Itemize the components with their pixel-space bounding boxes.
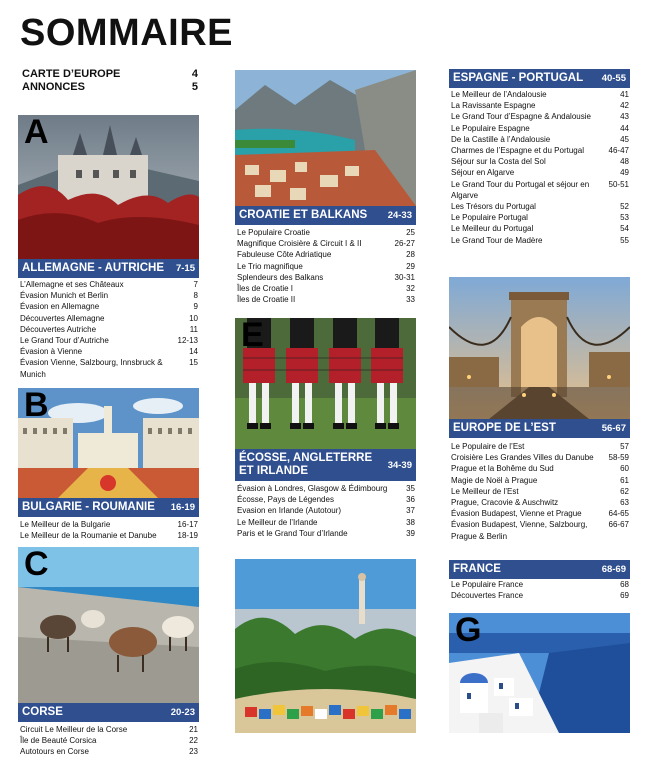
list-item[interactable]: Séjour sur la Costa del Sol 48 (451, 157, 629, 167)
section-header-corse[interactable]: CORSE 20-23 (18, 703, 199, 722)
list-item[interactable]: L’Allemagne et ses Châteaux 7 (20, 280, 198, 289)
list-item[interactable]: Prague et la Bohême du Sud 60 (451, 464, 629, 474)
list-item[interactable]: De la Castille à l’Andalousie 45 (451, 134, 629, 144)
list-item[interactable]: Autotours en Corse 23 (20, 747, 198, 757)
section-header-ecosse[interactable]: ÉCOSSE, ANGLETERRE ET IRLANDE 34-39 (235, 449, 416, 481)
list-item[interactable]: Évasion Vienne, Salzbourg, Innsbruck & Munich 15 (20, 358, 198, 379)
list-item[interactable]: Îles de Croatie II 33 (237, 295, 415, 305)
photo-park-guell-barcelona (235, 559, 416, 733)
list-item[interactable]: Le Populaire Espagne 44 (451, 123, 629, 133)
list-item[interactable]: Évasion Munich et Berlin 8 (20, 291, 198, 301)
list-bulgarie (20, 519, 198, 541)
section-header-est[interactable]: EUROPE DE L’EST 56-67 (449, 419, 630, 438)
list-item[interactable]: Paris et le Grand Tour d’Irlande 39 (237, 528, 415, 538)
list-est (451, 441, 629, 542)
section-letter: C (24, 547, 49, 583)
list-item[interactable]: Magnifique Croisière & Circuit I & II 26-27 (237, 239, 415, 249)
list-item[interactable]: Le Trio magnifique 29 (237, 261, 415, 271)
section-letter: B (24, 388, 49, 424)
photo-sofia-square (18, 388, 199, 498)
photo-budapest-chain-bridge (449, 277, 630, 419)
intro-item[interactable]: CARTE D’EUROPE 4 (22, 68, 198, 80)
list-item[interactable]: Écosse, Pays de Légendes 36 (237, 495, 415, 505)
photo-neuschwanstein-castle (18, 115, 199, 259)
list-item[interactable]: Découvertes Allemagne 10 (20, 313, 198, 323)
intro-list (22, 68, 198, 94)
list-item[interactable]: Île de Beauté Corsica 22 (20, 736, 198, 746)
list-corse (20, 724, 198, 758)
section-letter: E (241, 318, 264, 354)
list-item[interactable]: Le Meilleur de l’Irlande 38 (237, 517, 415, 527)
list-item[interactable]: Le Meilleur de la Roumanie et Danube 18-19 (20, 531, 198, 541)
photo-scottish-pipers (235, 318, 416, 449)
section-header-bulgarie[interactable]: BULGARIE - ROUMANIE 16-19 (18, 498, 199, 517)
list-item[interactable]: Le Meilleur de la Bulgarie 16-17 (20, 520, 198, 529)
list-item[interactable]: Le Grand Tour d’Espagne & Andalousie 43 (451, 112, 629, 122)
list-item[interactable]: Le Meilleur de l’Andalousie 41 (451, 90, 629, 99)
photo-croatia-town (235, 70, 416, 206)
list-item[interactable]: Fabuleuse Côte Adriatique 28 (237, 250, 415, 260)
list-item[interactable]: Le Grand Tour du Portugal et séjour en Algarve 50-51 (451, 179, 629, 200)
list-item[interactable]: Le Populaire de l’Est 57 (451, 442, 629, 451)
list-item[interactable]: Charmes de l’Espagne et du Portugal 46-47 (451, 146, 629, 156)
list-croatie (237, 227, 415, 305)
list-item[interactable]: Évasion à Londres, Glasgow & Édimbourg 35 (237, 484, 415, 493)
list-item[interactable]: Prague, Cracovie & Auschwitz 63 (451, 498, 629, 508)
photo-corsica-goats (18, 547, 199, 703)
list-france (451, 579, 629, 601)
list-item[interactable]: Croisière Les Grandes Villes du Danube 58-59 (451, 453, 629, 463)
list-item[interactable]: Évasion en Allemagne 9 (20, 302, 198, 312)
section-header-allemagne[interactable]: ALLEMAGNE - AUTRICHE 7-15 (18, 259, 199, 278)
list-item[interactable]: Magie de Noël à Prague 61 (451, 475, 629, 485)
list-item[interactable]: Circuit Le Meilleur de la Corse 21 (20, 725, 198, 734)
list-item[interactable]: La Ravissante Espagne 42 (451, 101, 629, 111)
section-letter: A (24, 115, 49, 151)
list-item[interactable]: Le Meilleur de l’Est 62 (451, 486, 629, 496)
list-espagne (451, 89, 629, 246)
list-allemagne (20, 279, 198, 380)
section-header-espagne[interactable]: ESPAGNE - PORTUGAL 40-55 (449, 69, 630, 88)
list-item[interactable]: Evasion en Irlande (Autotour) 37 (237, 506, 415, 516)
list-ecosse (237, 483, 415, 539)
list-item[interactable]: Le Populaire France 68 (451, 580, 629, 589)
list-item[interactable]: Séjour en Algarve 49 (451, 168, 629, 178)
list-item[interactable]: Évasion Budapest, Vienne et Prague 64-65 (451, 509, 629, 519)
list-item[interactable]: Îles de Croatie I 32 (237, 284, 415, 294)
list-item[interactable]: Le Meilleur du Portugal 54 (451, 224, 629, 234)
list-item[interactable]: Évasion Budapest, Vienne, Salzbourg, Prague & Berlin 66-67 (451, 520, 629, 541)
list-item[interactable]: Évasion à Vienne 14 (20, 347, 198, 357)
photo-santorini (449, 613, 630, 733)
list-item[interactable]: Découvertes France 69 (451, 591, 629, 601)
section-letter: G (455, 613, 482, 649)
page-title: SOMMAIRE (20, 12, 233, 54)
list-item[interactable]: Le Populaire Croatie 25 (237, 228, 415, 237)
list-item[interactable]: Le Grand Tour d’Autriche 12-13 (20, 336, 198, 346)
list-item[interactable]: Le Populaire Portugal 53 (451, 213, 629, 223)
section-header-croatie[interactable]: CROATIE ET BALKANS 24-33 (235, 206, 416, 225)
section-header-france[interactable]: FRANCE 68-69 (449, 560, 630, 579)
list-item[interactable]: Le Grand Tour de Madère 55 (451, 235, 629, 245)
list-item[interactable]: Splendeurs des Balkans 30-31 (237, 272, 415, 282)
list-item[interactable]: Découvertes Autriche 11 (20, 324, 198, 334)
intro-item[interactable]: ANNONCES 5 (22, 81, 198, 93)
list-item[interactable]: Les Trésors du Portugal 52 (451, 202, 629, 212)
